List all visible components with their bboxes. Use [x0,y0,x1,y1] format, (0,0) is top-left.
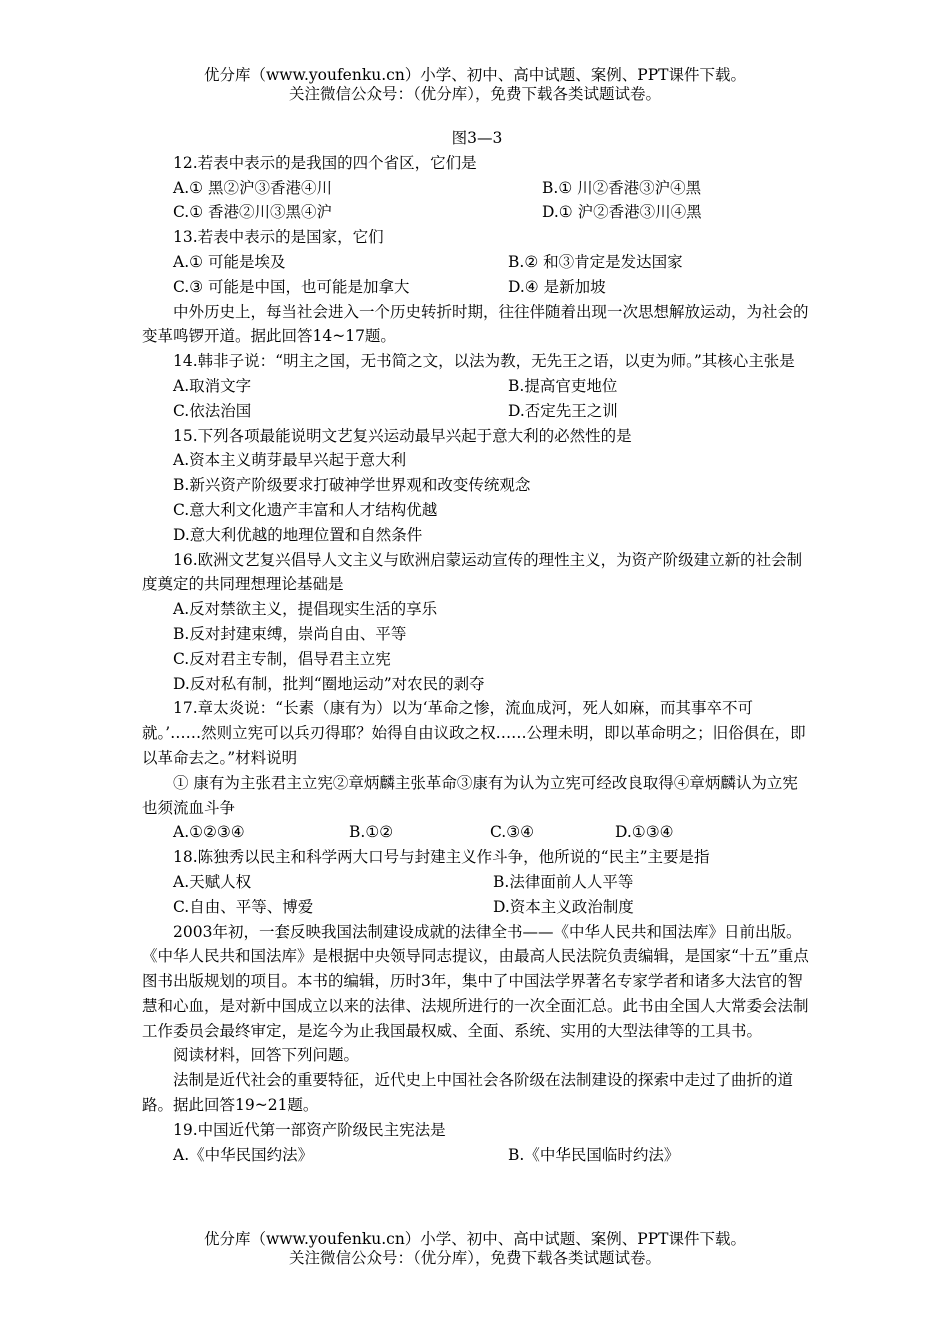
footer-line-1: 优分库（www.youfenku.cn）小学、初中、高中试题、案例、PPT课件下载。 [203,1230,747,1248]
intro-19-21: 法制是近代社会的重要特征，近代史上中国社会各阶级在法制建设的探索中走过了曲折的道路。据此回答19~21题。 [142,1071,794,1115]
q17-option-b: B.①② [349,823,394,842]
q18-stem: 18.陈独秀以民主和科学两大口号与封建主义作斗争，他所说的“民主”主要是指 [173,848,710,867]
q15-option-d: D.意大利优越的地理位置和自然条件 [173,525,423,544]
q17-options-row [142,820,812,845]
q12-option-c: C.① 香港②川③黑④沪 [173,203,333,222]
q16-option-c: C.反对君主专制，倡导君主立宪 [173,649,391,668]
header-line-2: 关注微信公众号：（优分库），免费下载各类试题试卷。 [288,85,661,103]
q13-option-a: A.① 可能是埃及 [173,252,286,271]
q12-option-b: B.① 川②香港③沪④黑 [542,178,702,197]
q19-stem: 19.中国近代第一部资产阶级民主宪法是 [173,1120,446,1139]
q19-option-b: B.《中华民国临时约法》 [508,1145,680,1164]
q18-option-d: D.资本主义政治制度 [493,897,634,916]
q14-option-d: D.否定先王之训 [508,401,618,420]
q13-stem: 13.若表中表示的是国家，它们 [173,228,384,247]
q18-option-b: B.法律面前人人平等 [493,872,634,891]
intro-14-17: 中外历史上，每当社会进入一个历史转折时期，往往伴随着出现一次思想解放运动，为社会的变革鸣锣开道。据此回答14~17题。 [142,302,809,346]
page-header [0,66,950,104]
q15-option-c: C.意大利文化遗产丰富和人才结构优越 [173,500,438,519]
q17-option-c: C.③④ [490,823,535,842]
q14-options-row-1 [142,374,812,399]
page-footer [0,1230,950,1268]
q12-stem: 12.若表中表示的是我国的四个省区，它们是 [173,153,477,172]
q14-options-row-2 [142,399,812,424]
q12-options-row-1 [142,176,812,201]
read-prompt: 阅读材料，回答下列问题。 [173,1046,360,1065]
q16-option-d: D.反对私有制，批判“圈地运动”对农民的剥夺 [173,674,485,693]
q13-option-d: D.④ 是新加坡 [508,277,606,296]
q19-options-row-1 [142,1143,812,1168]
q16-stem: 16.欧洲文艺复兴倡导人文主义与欧洲启蒙运动宣传的理性主义，为资产阶级建立新的社会制度奠定的共同理想理论基础是 [142,550,803,594]
q14-stem: 14.韩非子说：“明主之国，无书简之文，以法为教，无先王之语，以吏为师。”其核心主张是 [173,352,795,371]
q17-option-d: D.①③④ [615,823,674,842]
q13-option-c: C.③ 可能是中国，也可能是加拿大 [173,277,410,296]
q17-stem: 17.章太炎说：“长素（康有为）以为‘革命之惨，流血成河，死人如麻，而其事卒不可就。’……然则立宪可以兵刃得耶？始得自由议政之权……公理未明，即以革命明之；旧俗俱在，即以革命去之。”材料说明 [142,699,806,767]
material-paragraph: 2003年初，一套反映我国法制建设成就的法律全书——《中华人民共和国法库》日前出版。《中华人民共和国法库》是根据中央领导同志提议，由最高人民法院负责编辑，是国家“十五”重点图书出版规划的项目。本书的编辑，历时3年，集中了中国法学界著名专家学者和诸多大法官的智慧和心血，是对新中国成立以来的法律、法规所进行的一次全面汇总。此书由全国人大常委会法制工作委员会最终审定，是迄今为止我国最权威、全面、系统、实用的大型法律等的工具书。 [142,922,809,1040]
q16-option-a: A.反对禁欲主义，提倡现实生活的享乐 [173,600,438,619]
q13-option-b: B.② 和③肯定是发达国家 [508,252,683,271]
q18-options-row-1 [142,870,812,895]
header-line-1: 优分库（www.youfenku.cn）小学、初中、高中试题、案例、PPT课件下载。 [203,66,747,84]
q15-stem: 15.下列各项最能说明文艺复兴运动最早兴起于意大利的必然性的是 [173,426,632,445]
q12-option-a: A.① 黑②沪③香港④川 [173,178,332,197]
q14-option-a: A.取消文字 [173,376,252,395]
q18-option-a: A.天赋人权 [173,872,252,891]
document-body [142,126,812,1167]
q15-option-a: A.资本主义萌芽最早兴起于意大利 [173,451,407,470]
q18-option-c: C.自由、平等、博爱 [173,897,314,916]
footer-line-2: 关注微信公众号：（优分库），免费下载各类试题试卷。 [288,1249,661,1267]
q13-options-row-2 [142,275,812,300]
q18-options-row-2 [142,895,812,920]
q14-option-c: C.依法治国 [173,401,252,420]
q13-options-row-1 [142,250,812,275]
q12-option-d: D.① 沪②香港③川④黑 [542,203,702,222]
q19-option-a: A.《中华民国约法》 [173,1145,314,1164]
q17-option-a: A.①②③④ [173,823,245,842]
q12-options-row-2 [142,200,812,225]
q17-statements: ① 康有为主张君主立宪②章炳麟主张革命③康有为认为立宪可经改良取得④章炳麟认为立宪也须流血斗争 [142,773,798,817]
q15-option-b: B.新兴资产阶级要求打破神学世界观和改变传统观念 [173,476,531,495]
figure-caption: 图3—3 [451,129,503,147]
q14-option-b: B.提高官吏地位 [508,376,618,395]
q16-option-b: B.反对封建束缚，崇尚自由、平等 [173,624,407,643]
